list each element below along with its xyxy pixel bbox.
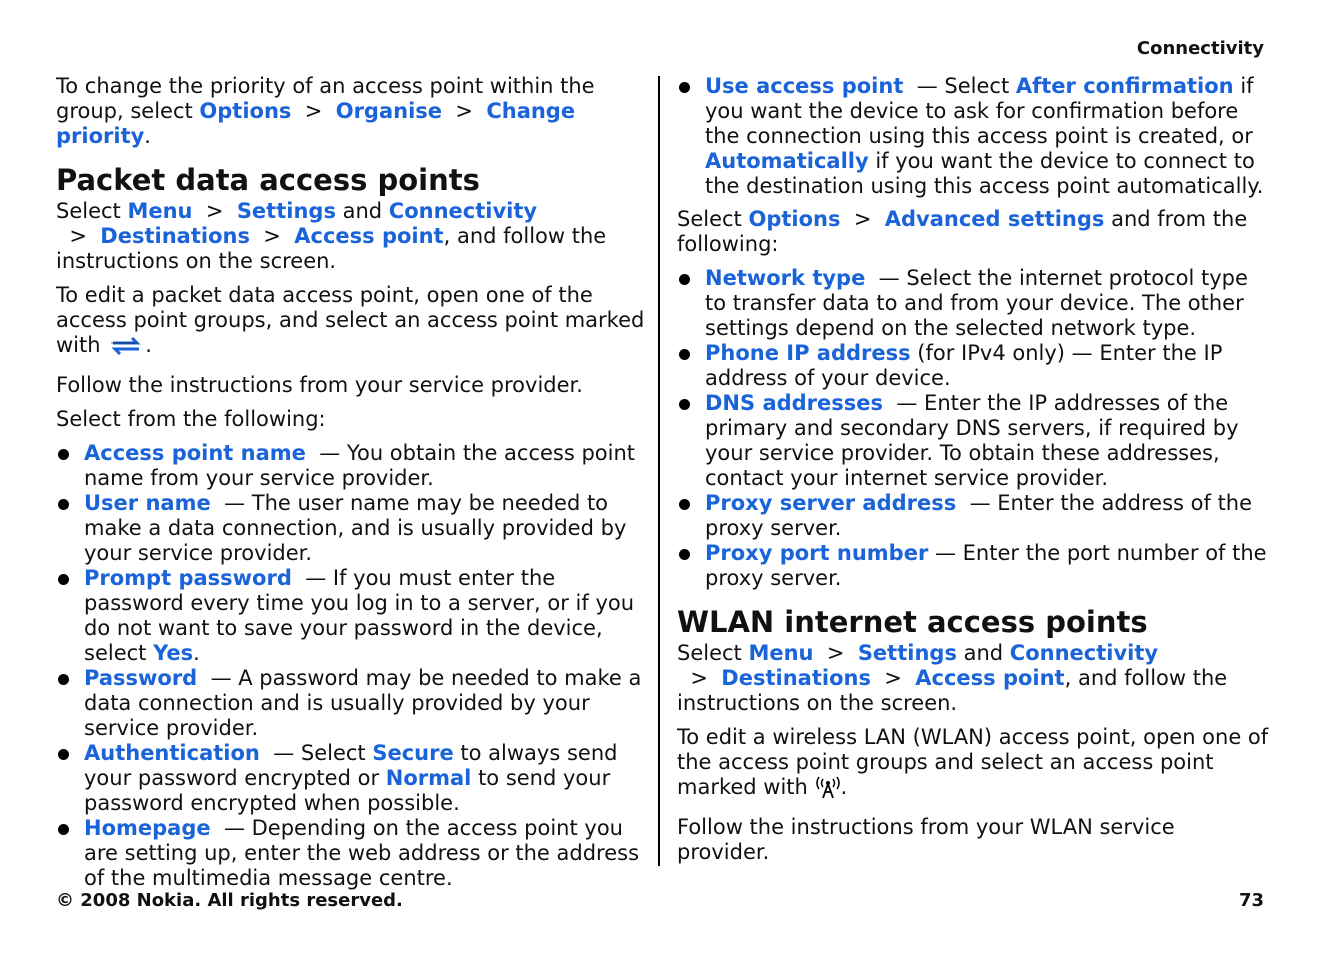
packet-edit-paragraph: To edit a packet data access point, open one of the access point groups, and select an access point marked with . — [56, 283, 646, 364]
packet-select-path: Select Menu > Settings and Connectivity > Destinations > Access point, and follow the instructions on the screen. — [56, 199, 607, 273]
packet-follow-paragraph: Follow the instructions from your service provider. — [56, 373, 583, 397]
change-priority-link: Change priority — [56, 99, 576, 148]
wlan-follow-paragraph: Follow the instructions from your WLAN service provider. — [677, 815, 1175, 864]
column-divider — [658, 76, 660, 866]
page-section-title: Connectivity — [1136, 38, 1264, 59]
advanced-settings-list — [677, 266, 1274, 591]
wlan-heading: WLAN internet access points — [677, 605, 1148, 639]
list-item: Access point name — You obtain the access point name from your service provider. — [56, 441, 646, 491]
organise-link: Organise — [335, 99, 443, 123]
left-column — [56, 74, 649, 899]
packet-data-arrows-icon — [107, 334, 145, 364]
wlan-edit-paragraph: To edit a wireless LAN (WLAN) access point, open one of the access point groups and select an access point marked with . — [677, 725, 1269, 806]
wlan-antenna-icon — [815, 776, 841, 806]
packet-data-heading: Packet data access points — [56, 163, 480, 197]
list-item: Homepage — Depending on the access point you are setting up, enter the web address or the address of the multimedia message centre. — [56, 816, 646, 891]
priority-paragraph: To change the priority of an access point within the group, select Options > Organise > Change priority. — [56, 74, 595, 148]
advanced-settings-paragraph: Select Options > Advanced settings and from the following: — [677, 207, 1248, 256]
wlan-select-path: Select Menu > Settings and Connectivity > Destinations > Access point, and follow the instructions on the screen. — [677, 641, 1228, 715]
list-item: Network type — Select the internet protocol type to transfer data to and from your device. The other settings depend on the selected network type. — [677, 266, 1269, 341]
copyright-footer: © 2008 Nokia. All rights reserved. — [56, 890, 403, 911]
list-item: User name — The user name may be needed to make a data connection, and is usually provided by your service provider. — [56, 491, 646, 566]
list-item: Password — A password may be needed to make a data connection and is usually provided by your service provider. — [56, 666, 646, 741]
packet-select-from: Select from the following: — [56, 407, 326, 431]
list-item: Phone IP address (for IPv4 only) — Enter the IP address of your device. — [677, 341, 1269, 391]
list-item: Prompt password — If you must enter the password every time you log in to a server, or if you do not want to save your password in the device, select Yes. — [56, 566, 646, 666]
packet-settings-list — [56, 441, 649, 891]
list-item: DNS addresses — Enter the IP addresses of the primary and secondary DNS servers, if required by your service provider. To obtain these addresses, contact your internet service provider. — [677, 391, 1269, 491]
list-item: Proxy port number — Enter the port number of the proxy server. — [677, 541, 1269, 591]
use-access-point-list — [677, 74, 1269, 199]
right-column — [677, 74, 1274, 874]
options-link: Options — [199, 99, 292, 123]
list-item: Authentication — Select Secure to always send your password encrypted or Normal to send your password encrypted when possible. — [56, 741, 646, 816]
list-item: Proxy server address — Enter the address of the proxy server. — [677, 491, 1269, 541]
page-number: 73 — [1238, 890, 1264, 911]
list-item: Use access point — Select After confirmation if you want the device to ask for confirmation before the connection using this access point is created, or Automatically if you want the device to connect to the destination using this access point automatically. — [677, 74, 1269, 199]
